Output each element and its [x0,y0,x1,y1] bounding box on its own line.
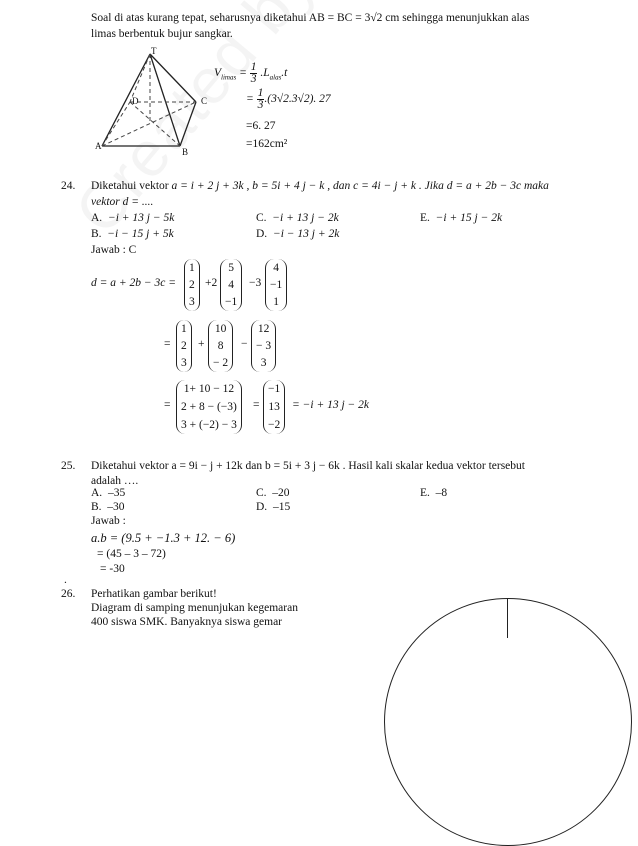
label-A: A [95,141,102,151]
matrix-c: 4 −1 1 [265,259,287,311]
q24-option-b: B. −i − 15 j + 5k [91,228,174,240]
op-minus: − [241,338,248,350]
volume-formula-line4: =162cm² [246,138,288,150]
volume-formula-line3: =6. 27 [246,120,276,132]
q25-option-a: A. –35 [91,487,126,499]
q24-option-a: A. −i + 13 j − 5k [91,212,175,224]
pie-diagram-divider [507,598,508,638]
q24-step2-eq: = [164,338,171,350]
pyramid-figure [92,44,212,156]
q26-line-2: Diagram di samping menunjukan kegemaran [91,602,298,614]
q26-line-3: 400 siswa SMK. Banyaknya siswa gemar [91,616,283,628]
q26-number: 26. [61,588,76,600]
q25-line-1: a.b = (9.5 + −1.3 + 12. − 6) [91,531,236,545]
matrix-f: 12 − 3 3 [251,320,276,372]
op-minus-3: −3 [249,277,262,289]
q24-stem-2: vektor d = .... [91,196,154,208]
label-C: C [201,96,208,106]
label-D: D [132,96,139,106]
q25-option-b: B. –30 [91,501,125,513]
q25-line-2: = (45 – 3 – 72) [97,548,166,560]
q25-option-d: D. –15 [256,501,291,513]
matrix-a: 1 2 3 [184,259,200,311]
intro-line-1: Soal di atas kurang tepat, seharusnya diketahui AB = BC = 3√2 cm sehingga menunjukkan alas [91,12,530,24]
q25-option-c: C. –20 [256,487,290,499]
q24-number: 24. [61,180,76,192]
q25-stem-2: adalah …. [91,475,139,487]
q25-number: 25. [61,460,76,472]
op-plus: + [198,338,205,350]
q24-step1-lhs: d = a + 2b − 3c = [91,277,177,289]
matrix-h: −1 13 −2 [263,380,285,434]
q25-option-e: E. –8 [420,487,448,499]
q24-stem: Diketahui vektor a = i + 2 j + 3k , b = 5i + 4 j − k , dan c = 4i − j + k . Jika d = a + 2b − 3c maka [91,180,549,192]
op-plus-2: +2 [205,277,218,289]
label-B: B [182,147,189,157]
matrix-g: 1+ 10 − 12 2 + 8 − (−3) 3 + (−2) − 3 [176,380,242,434]
q24-option-d: D. −i − 13 j + 2k [256,228,340,240]
volume-formula-line1: $V_{limas}$ = $\frac{1}{3}$ $.L_{alas}.t$ [214,61,288,85]
q24-step3-eq: = [164,399,171,411]
q24-step3-eq-2: = [253,399,260,411]
separator-dot: . [64,574,67,586]
matrix-d: 1 2 3 [176,320,192,372]
matrix-b: 5 4 −1 [220,259,242,311]
q25-line-3: = -30 [100,563,125,575]
label-T: T [151,46,157,56]
q24-option-c: C. −i + 13 j − 2k [256,212,339,224]
q25-stem: Diketahui vektor a = 9i − j + 12k dan b = 5i + 3 j − 6k . Hasil kali skalar kedua vektor tersebut [91,460,525,472]
q24-option-e: E. −i + 15 j − 2k [420,212,503,224]
q24-answer: Jawab : C [91,244,137,256]
q24-result: = −i + 13 j − 2k [292,399,370,411]
q25-answer: Jawab : [91,515,126,527]
q26-line-1: Perhatikan gambar berikut! [91,588,217,600]
intro-line-2: limas berbentuk bujur sangkar. [91,28,233,40]
matrix-e: 10 8 − 2 [208,320,233,372]
volume-formula-line2: = $\frac{1}{3}$ .(3√2.3√2). 27 [246,87,331,111]
